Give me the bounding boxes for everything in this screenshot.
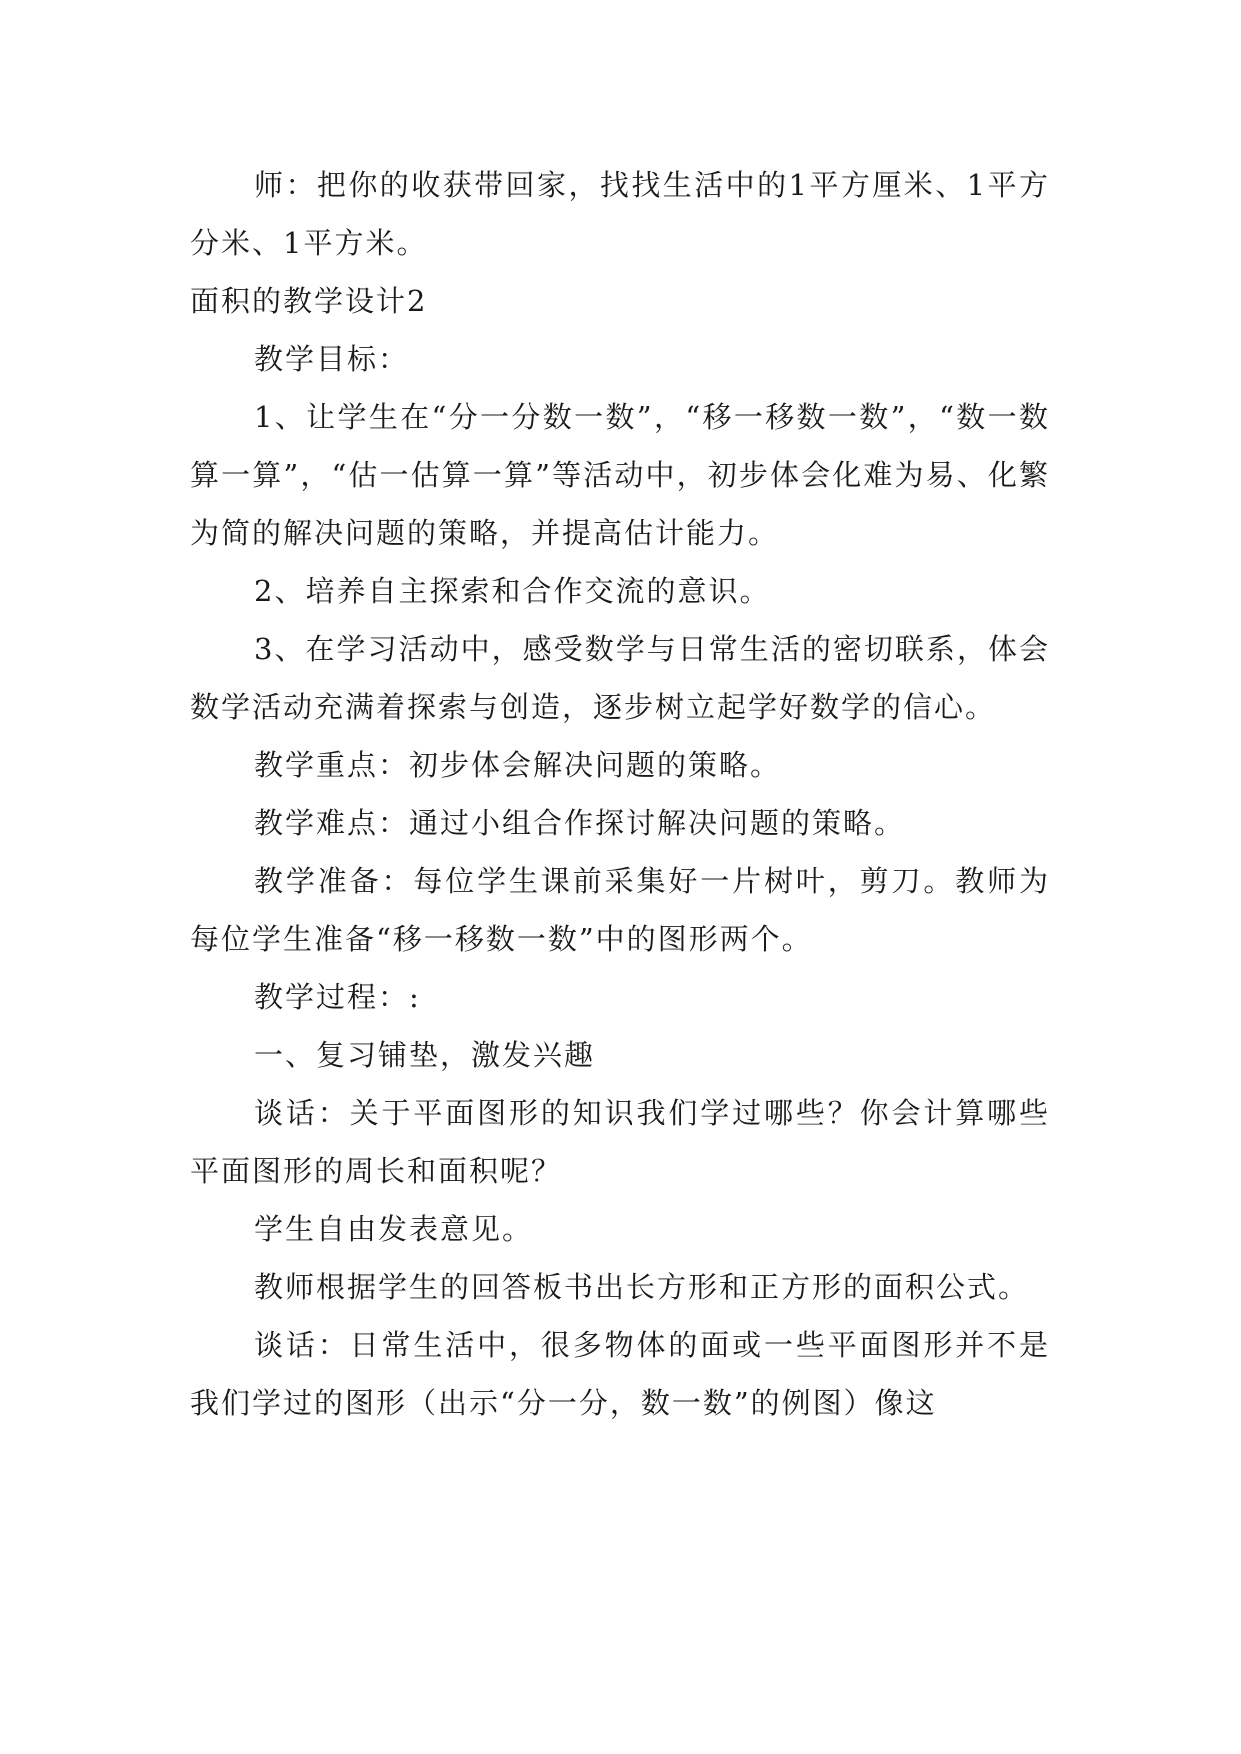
students-respond: 学生自由发表意见。 — [254, 1212, 534, 1246]
teacher-board-writing: 教师根据学生的回答板书出长方形和正方形的面积公式。 — [254, 1270, 1030, 1304]
heading-objectives: 教学目标： — [254, 342, 410, 376]
dialogue-1: 谈话：关于平面图形的知识我们学过哪些？你会计算哪些平面图形的周长和面积呢？ — [190, 1096, 1050, 1188]
teaching-key-point: 教学重点：初步体会解决问题的策略。 — [254, 748, 782, 782]
teaching-preparation: 教学准备：每位学生课前采集好一片树叶，剪刀。教师为每位学生准备“移一移数一数”中的图形两个。 — [190, 864, 1050, 956]
step-1-heading: 一、复习铺垫，激发兴趣 — [254, 1038, 596, 1072]
section-title: 面积的教学设计2 — [190, 284, 428, 318]
document-page — [190, 156, 1050, 1432]
heading-process: 教学过程：: — [254, 980, 421, 1014]
teaching-difficulty: 教学难点：通过小组合作探讨解决问题的策略。 — [254, 806, 906, 840]
objective-2: 2、培养自主探索和合作交流的意识。 — [254, 574, 771, 608]
dialogue-2: 谈话：日常生活中，很多物体的面或一些平面图形并不是我们学过的图形（出示“分一分，数一数”的例图）像这 — [190, 1328, 1050, 1420]
paragraph-homework: 师：把你的收获带回家，找找生活中的1平方厘米、1平方分米、1平方米。 — [190, 168, 1050, 260]
objective-1: 1、让学生在“分一分数一数”，“移一移数一数”，“数一数算一算”，“估一估算一算”等活动中，初步体会化难为易、化繁为简的解决问题的策略，并提高估计能力。 — [190, 400, 1050, 550]
objective-3: 3、在学习活动中，感受数学与日常生活的密切联系，体会数学活动充满着探索与创造，逐步树立起学好数学的信心。 — [190, 632, 1050, 724]
